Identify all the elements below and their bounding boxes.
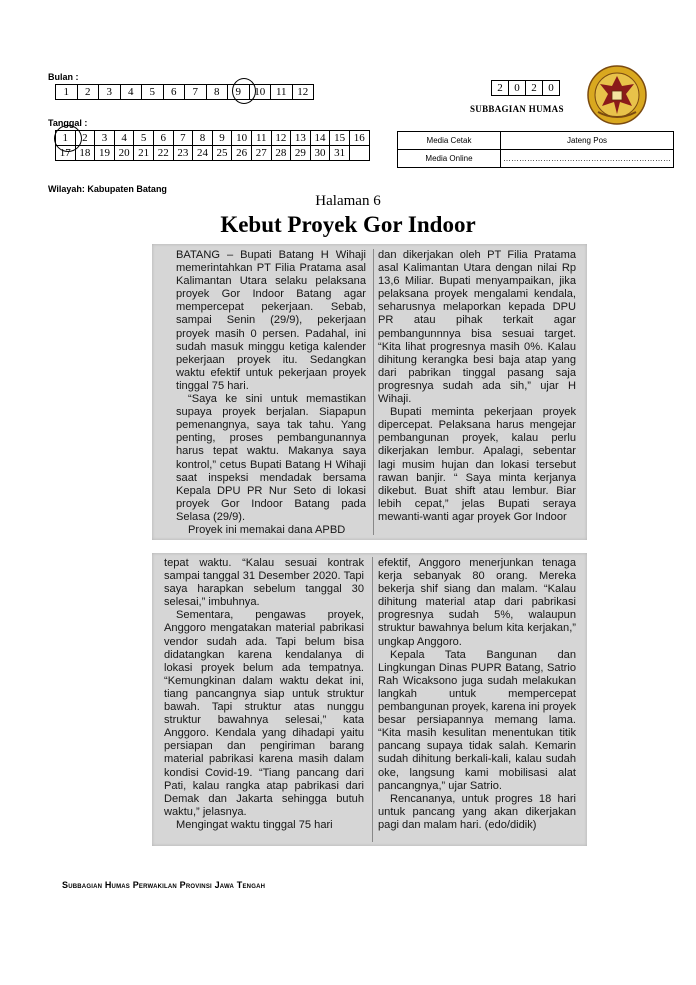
grid-cell: 10 — [249, 85, 271, 100]
grid-cell: 1 — [56, 131, 76, 146]
article-column-top-right — [378, 249, 576, 535]
grid-cell: 23 — [173, 146, 193, 161]
column-divider — [372, 557, 373, 842]
grid-cell — [349, 146, 369, 161]
footer-office: Subbagian Humas Perwakilan Provinsi Jawa Tengah — [62, 880, 266, 890]
article-paragraph: Rencananya, untuk progres 18 hari untuk pancang yang akan dikerjakan pagi dan malam hari. (edo/didik) — [378, 792, 576, 831]
grid-cell: 3 — [99, 85, 121, 100]
grid-cell: 30 — [310, 146, 330, 161]
grid-cell: 14 — [310, 131, 330, 146]
grid-cell: 1 — [56, 85, 78, 100]
grid-cell: 4 — [120, 85, 142, 100]
grid-cell: 22 — [153, 146, 173, 161]
article-paragraph: Kepala Tata Bangunan dan Lingkungan Dinas PUPR Batang, Satrio Rah Wicaksono juga sudah melakukan langkah untuk mempercepat pembangunan proyek, karena ini proyek besar persiapannya memang lama. “Kita masih kesulitan menentukan titik pancang supaya tidak salah. Kemarin sudah dihitung berkali-kali, kalau sudah oke, langsung kami mobilisasi alat pancangnya,” ujar Satrio. — [378, 648, 576, 792]
grid-cell: 15 — [330, 131, 350, 146]
grid-cell: 2 — [526, 81, 543, 96]
day-grid — [55, 130, 370, 161]
page-number: Halaman 6 — [315, 193, 381, 209]
grid-cell: 18 — [75, 146, 95, 161]
grid-cell: 16 — [349, 131, 369, 146]
grid-cell: 5 — [134, 131, 154, 146]
grid-cell: 0 — [509, 81, 526, 96]
grid-cell: 12 — [271, 131, 291, 146]
grid-cell: 7 — [173, 131, 193, 146]
grid-cell: 26 — [232, 146, 252, 161]
tanggal-label: Tanggal : — [48, 118, 88, 128]
grid-cell: 13 — [291, 131, 311, 146]
grid-cell: 11 — [271, 85, 293, 100]
article-paragraph: dan dikerjakan oleh PT Filia Pratama asal Kalimantan Utara dengan nilai Rp 13,6 Miliar. Bupati menyampaikan, jika pelaksana proyek mengalami kendala, seharusnya melaporkan kepada DPU PR atau pihak terkait agar pembangunnnya bisa sesuai target. “Kita lihat progresnya masih 0%. Kalau dihitung kerangka besi baja atap yang dari pabrikan tinggal pasang saja progresnya sudah ada sih,” ujar H Wihaji. — [378, 249, 576, 406]
selected-day-circle — [54, 125, 82, 152]
article-column-top-left — [176, 249, 366, 535]
grid-cell: 10 — [232, 131, 252, 146]
grid-cell: 8 — [193, 131, 213, 146]
grid-cell: 11 — [251, 131, 271, 146]
article-paragraph: efektif, Anggoro menerjunkan tenaga kerja sebanyak 80 orang. Mereka bekerja shif siang dan malam. “Kalau dihitung material atap dari pabrikasi progresnya sudah 5%, walaupun struktur bawahnya belum kita kerjakan,” ungkap Anggoro. — [378, 557, 576, 648]
grid-cell: 25 — [212, 146, 232, 161]
grid-cell: 9 — [228, 85, 250, 100]
bulan-label: Bulan : — [48, 72, 79, 82]
year-boxes — [491, 80, 560, 96]
grid-cell: 9 — [212, 131, 232, 146]
media-cetak-label: Media Cetak — [398, 132, 501, 150]
grid-cell: 29 — [291, 146, 311, 161]
article-paragraph: Proyek ini memakai dana APBD — [188, 523, 346, 535]
grid-cell: 19 — [95, 146, 115, 161]
media-table — [397, 131, 674, 168]
grid-cell: 28 — [271, 146, 291, 161]
article-paragraph: Sementara, pengawas proyek, Anggoro mengatakan material pabrikasi vendor sudah ada. Tapi belum bisa didatangkan karena kendalanya di lokasi proyek belum ada tempatnya. “Kemungkinan dalam waktu dekat ini, tiang pancangnya siap untuk struktur bawah. Tapi struktur atas nunggu struktur bawahnya selesai,” kata Anggoro. Kendala yang dihadapi yaitu persiapan dan pengiriman barang material pabrikasi karena masih dalam kondisi Covid-19. “Tiang pancang dari Pati, kalau rangka atap pabrikasi dari Demak dan Jakarta sehingga butuh waktu,” jelasnya. — [164, 609, 364, 818]
grid-cell: 27 — [251, 146, 271, 161]
grid-cell: 12 — [292, 85, 314, 100]
media-online-label: Media Online — [398, 150, 501, 168]
article-paragraph: tepat waktu. “Kalau sesuai kontrak sampai tanggal 31 Desember 2020. Tapi saya harapkan sebelum tanggal 30 selesai,” imbuhnya. — [164, 557, 364, 609]
grid-cell: 6 — [163, 85, 185, 100]
grid-cell: 24 — [193, 146, 213, 161]
article-paragraph: BATANG – Bupati Batang H Wihaji memerintahkan PT Filia Pratama asal Kalimantan Utara selaku pelaksana proyek Gor Indoor Batang agar mempercepat pekerjaan. Sebab, sampai Senin (29/9), pekerjaan proyek masih 0 persen. Padahal, ini sudah masuk minggu ketiga kalender pekerjaan proyek itu. Sedangkan waktu efektif untuk pekerjaan proyek tinggal 75 hari. — [176, 249, 366, 392]
month-grid — [55, 84, 314, 100]
article-paragraph: Bupati meminta pekerjaan proyek dipercepat. Pelaksana harus mengejar pembangunan proyek, kalau perlu dikerjakan lembur. Apalagi, sebentar lagi musim hujan dan lokasi tersebut rawan banjir. “ Saya minta kerjanya dikebut. Buat shift atau lembur. Biar lebih cepat,” jelas Bupati seraya mewanti-wanti agar proyek Gor Indoor — [378, 406, 576, 523]
column-divider — [373, 249, 374, 535]
article-column-bottom-right — [378, 557, 576, 842]
grid-cell: 2 — [77, 85, 99, 100]
grid-cell: 4 — [114, 131, 134, 146]
grid-cell: 31 — [330, 146, 350, 161]
media-online-value: ……………………………………………………… — [501, 150, 674, 168]
article-paragraph: “Saya ke sini untuk memastikan supaya proyek berjalan. Siapapun pemenangnya, saya tak tahu. Yang penting, proses pembangunannya harus tepat waktu. Makanya saya kontrol,” cetus Bupati Batang H Wihaji saat inspeksi mendadak bersama Kepala DPU PR Nur Seto di lokasi proyek Gor Indoor Batang pada Selasa (29/9). — [176, 393, 366, 523]
grid-cell: 17 — [56, 146, 76, 161]
grid-cell: 2 — [492, 81, 509, 96]
grid-cell: 5 — [142, 85, 164, 100]
grid-cell: 7 — [185, 85, 207, 100]
wilayah-label: Wilayah: Kabupaten Batang — [48, 184, 167, 194]
grid-cell: 6 — [153, 131, 173, 146]
grid-cell: 0 — [543, 81, 560, 96]
media-cetak-value: Jateng Pos — [501, 132, 674, 150]
grid-cell: 3 — [95, 131, 115, 146]
article-column-bottom-left — [164, 557, 364, 842]
grid-cell: 2 — [75, 131, 95, 146]
selected-month-circle — [232, 78, 256, 104]
headline: Kebut Proyek Gor Indoor — [220, 212, 476, 237]
grid-cell: 20 — [114, 146, 134, 161]
grid-cell: 21 — [134, 146, 154, 161]
grid-cell: 8 — [206, 85, 228, 100]
emblem-icon — [584, 64, 650, 126]
article-paragraph: Mengingat waktu tinggal 75 hari — [176, 818, 333, 831]
office-name: SUBBAGIAN HUMAS — [470, 104, 564, 114]
